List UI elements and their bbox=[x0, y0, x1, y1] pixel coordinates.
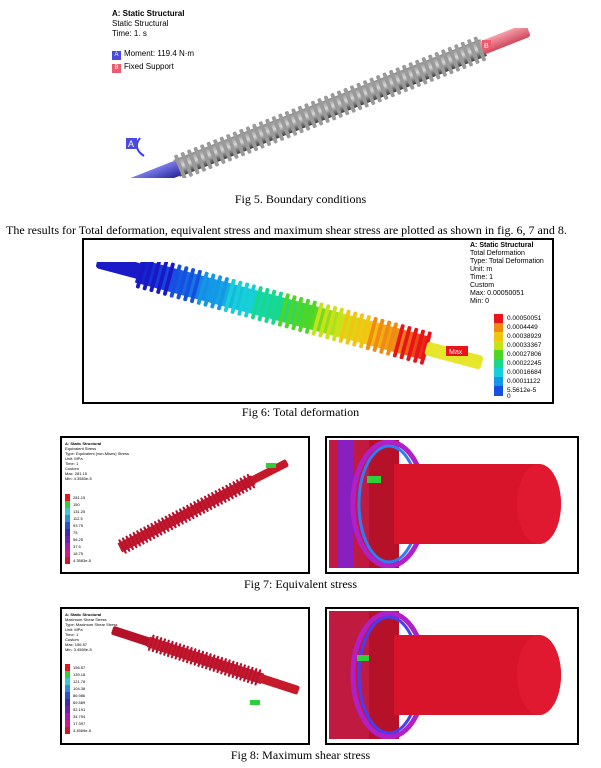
fig8-info-title: A: Static Structural bbox=[65, 612, 102, 617]
moment-arrow bbox=[137, 138, 144, 156]
legend-value: 0 bbox=[507, 393, 511, 400]
zoom-shaft-end bbox=[517, 635, 561, 715]
fig7-info-line: Equivalent Stress bbox=[65, 446, 97, 451]
fig8-info-line: Time: 1 bbox=[65, 632, 79, 637]
moment-label: Moment: 119.4 N·m bbox=[124, 49, 195, 58]
fig7-legend bbox=[65, 494, 105, 564]
fig7-info-line: Unit: MPa bbox=[65, 456, 83, 461]
legend-value: 0.00022245 bbox=[507, 360, 542, 367]
fig6-info-line: Custom bbox=[470, 282, 495, 289]
max-label: Max bbox=[449, 349, 463, 356]
fig6-info bbox=[470, 242, 544, 306]
marker-b: B bbox=[484, 43, 489, 50]
legend-value: 52.191 bbox=[73, 707, 86, 712]
support-marker: B bbox=[112, 64, 121, 73]
fig6-info-line: Type: Total Deformation bbox=[470, 258, 544, 265]
body-paragraph: The results for Total deformation, equivalent stress and maximum shear stress are plotted as shown in fig. 6, 7 and 8. bbox=[6, 223, 567, 237]
legend-value: 34.794 bbox=[73, 714, 86, 719]
fig6-legend bbox=[494, 314, 550, 398]
legend-value: 121.78 bbox=[73, 679, 86, 684]
legend-value: 5.5612e-5 bbox=[507, 387, 537, 394]
legend-value: 93.75 bbox=[73, 523, 84, 528]
legend-value: 86.986 bbox=[73, 693, 86, 698]
legend-swatch bbox=[65, 508, 70, 515]
legend-swatch bbox=[65, 536, 70, 543]
max-marker bbox=[266, 463, 276, 468]
fig6-info-line: Time: 1 bbox=[470, 274, 494, 281]
fig7-info-line: Time: 1 bbox=[65, 461, 79, 466]
fig8-info-line: Maximum Shear Stress bbox=[65, 617, 107, 622]
legend-swatch bbox=[65, 522, 70, 529]
legend-value: 17.397 bbox=[73, 721, 86, 726]
marker-a: A bbox=[128, 139, 135, 149]
fig6-deformation-model bbox=[90, 262, 490, 382]
shear-max-marker bbox=[250, 700, 260, 705]
legend-value: 37.5 bbox=[73, 544, 81, 549]
support-label: Fixed Support bbox=[124, 62, 174, 71]
legend-swatch bbox=[65, 706, 70, 713]
legend-swatch bbox=[65, 685, 70, 692]
fig6-info-line: Min: 0 bbox=[470, 298, 490, 305]
legend-swatch bbox=[65, 550, 70, 557]
fig6-caption: Fig 6: Total deformation bbox=[241, 405, 360, 419]
legend-swatch bbox=[65, 501, 70, 508]
fig5-title: A: Static Structural bbox=[112, 9, 185, 18]
fig8-info-line: Max: 156.57 bbox=[65, 642, 88, 647]
legend-swatch bbox=[65, 699, 70, 706]
fig7-zoom-view bbox=[329, 440, 573, 568]
fig7-info-line: Min: 4.3583e-5 bbox=[65, 476, 92, 481]
zoom-shaft-end bbox=[517, 464, 561, 544]
legend-value: 139.18 bbox=[73, 672, 86, 677]
legend-value: 156.57 bbox=[73, 665, 86, 670]
legend-value: 56.25 bbox=[73, 537, 84, 542]
legend-value: 0.00038929 bbox=[507, 333, 542, 340]
stress-thread-rings bbox=[118, 473, 256, 554]
fig5-time: Time: 1. s bbox=[112, 29, 147, 38]
legend-value: 0.00027806 bbox=[507, 351, 542, 358]
blue-end-shaft bbox=[127, 160, 181, 178]
legend-swatch bbox=[65, 713, 70, 720]
fig5-subtitle: Static Structural bbox=[112, 19, 169, 28]
legend-swatch bbox=[65, 494, 70, 501]
fig8-info-line: Min: 3.4569e-5 bbox=[65, 647, 92, 652]
fig8-zoom-view bbox=[329, 611, 573, 739]
legend-value: 0.00050051 bbox=[507, 315, 542, 322]
fig8-legend bbox=[65, 664, 105, 734]
legend-value: 69.589 bbox=[73, 700, 86, 705]
thread-rings bbox=[174, 36, 487, 178]
legend-value: 281.15 bbox=[73, 495, 86, 500]
legend-value: 112.5 bbox=[73, 516, 83, 521]
shear-right-shaft bbox=[259, 674, 300, 695]
legend-swatch bbox=[65, 692, 70, 699]
legend-swatch bbox=[65, 671, 70, 678]
deformation-left-shaft bbox=[95, 262, 142, 279]
fig6-info-line: Total Deformation bbox=[470, 250, 525, 257]
fig7-info-line: Type: Equivalent (von-Mises) Stress bbox=[65, 451, 130, 456]
legend-value: 75 bbox=[73, 530, 78, 535]
fig8-info-line: Unit: MPa bbox=[65, 627, 83, 632]
legend-swatch bbox=[65, 720, 70, 727]
legend-swatch bbox=[65, 664, 70, 671]
zoom-max-marker bbox=[357, 655, 369, 661]
fig7-info-line: Max: 281.15 bbox=[65, 471, 88, 476]
fig6-info-line: Unit: m bbox=[470, 266, 493, 273]
shear-thread-rings bbox=[148, 634, 262, 685]
moment-marker: A bbox=[112, 51, 121, 60]
fig6-info-line: Max: 0.00050051 bbox=[470, 290, 525, 297]
fig7-info-line: Custom bbox=[65, 466, 79, 471]
legend-swatch bbox=[65, 543, 70, 550]
legend-swatch bbox=[65, 529, 70, 536]
legend-swatch bbox=[65, 515, 70, 522]
legend-value: 0.00033367 bbox=[507, 342, 542, 349]
legend-value: 0.00011122 bbox=[507, 378, 541, 385]
legend-swatch bbox=[65, 557, 70, 564]
fig5-shaft-model bbox=[120, 28, 560, 178]
fig8-shaft-model bbox=[100, 620, 300, 735]
legend-value: 4.3583e-5 bbox=[73, 558, 92, 563]
legend-value: 131.25 bbox=[73, 509, 86, 514]
fig7-info-title: A: Static Structural bbox=[65, 441, 102, 446]
fig8-info-line: Type: Maximum Shear Stress bbox=[65, 622, 118, 627]
fig6-info-title: A: Static Structural bbox=[470, 242, 534, 249]
fig8-caption: Fig 8: Maximum shear stress bbox=[230, 748, 371, 762]
shear-left-shaft bbox=[111, 626, 152, 647]
stress-right-shaft bbox=[250, 459, 289, 484]
fig7-shaft-model bbox=[100, 450, 300, 565]
legend-value: 0.00016684 bbox=[507, 369, 542, 376]
fig5-caption: Fig 5. Boundary conditions bbox=[234, 192, 367, 206]
legend-row bbox=[494, 393, 511, 400]
fig8-info-line: Custom bbox=[65, 637, 79, 642]
legend-value: 150 bbox=[73, 502, 80, 507]
legend-swatch bbox=[65, 727, 70, 734]
legend-value: 18.75 bbox=[73, 551, 84, 556]
legend-value: 3.4569e-5 bbox=[73, 728, 92, 733]
legend-value: 0.0004449 bbox=[507, 324, 538, 331]
legend-swatch bbox=[65, 678, 70, 685]
legend-value: 104.38 bbox=[73, 686, 86, 691]
fig7-caption: Fig 7: Equivalent stress bbox=[244, 577, 357, 591]
zoom-max-marker bbox=[367, 476, 381, 483]
